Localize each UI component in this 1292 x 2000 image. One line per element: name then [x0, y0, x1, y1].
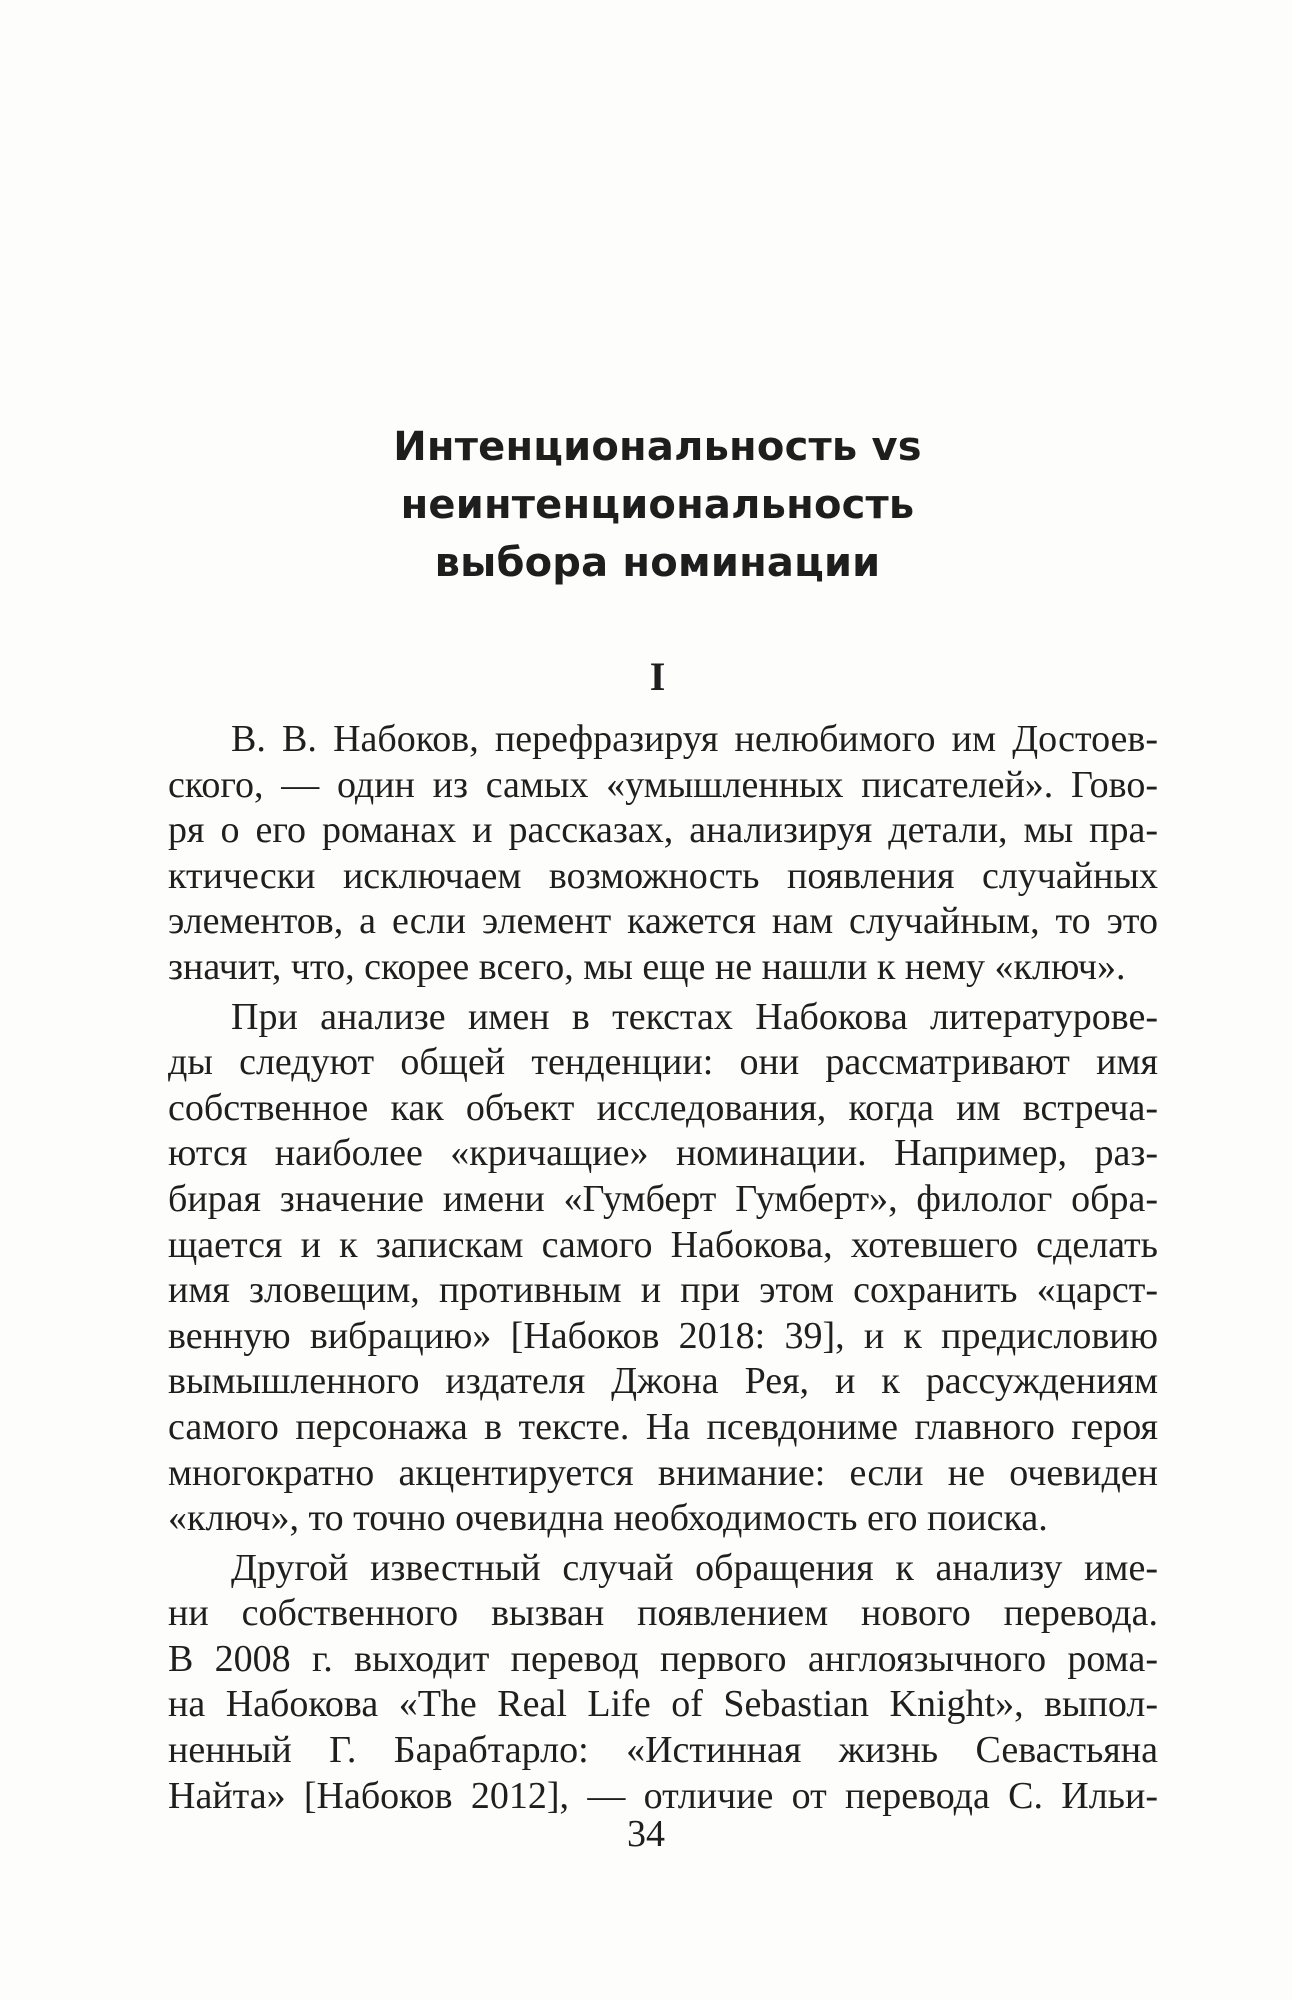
text-line: «ключ», то точно очевидна необходимость его поиска.: [168, 1497, 1048, 1540]
chapter-title: [170, 418, 1145, 592]
chapter-title-line: Интенциональность vs: [393, 424, 922, 470]
text-line: щается и к запискам самого Набокова, хотевшего сделать: [168, 1223, 1158, 1266]
paragraph-1: [168, 717, 1158, 991]
text-line: на Набокова «The Real Life of Sebastian Knight», выпол-: [168, 1683, 1158, 1726]
text-line: самого персонажа в тексте. На псевдониме главного героя: [168, 1405, 1158, 1448]
section-numeral: I: [649, 654, 666, 699]
paragraph-2: [168, 995, 1158, 1542]
text-line: бирая значение имени «Гумберт Гумберт», филолог обра-: [168, 1177, 1158, 1220]
text-line: ды следуют общей тенденции: они рассматривают имя: [168, 1041, 1158, 1084]
text-line: Другой известный случай обращения к анализу име-: [231, 1546, 1158, 1589]
text-line: венную вибрацию» [Набоков 2018: 39], и к предисловию: [168, 1314, 1158, 1357]
text-line: Найта» [Набоков 2012], — отличие от перевода С. Ильи-: [168, 1774, 1158, 1817]
text-line: При анализе имен в текстах Набокова литературове-: [231, 995, 1158, 1038]
text-line: вымышленного издателя Джона Рея, и к рассуждениям: [168, 1360, 1158, 1403]
text-line: ского, — один из самых «умышленных писателей». Гово-: [168, 763, 1158, 806]
text-line: собственное как объект исследования, когда им встреча-: [168, 1086, 1158, 1129]
chapter-title-line: выбора номинации: [434, 540, 881, 586]
text-line: ктически исключаем возможность появления случайных: [168, 854, 1158, 897]
text-line: ря о его романах и рассказах, анализируя детали, мы пра-: [168, 809, 1158, 852]
text-line: В. В. Набоков, перефразируя нелюбимого им Достоев-: [231, 718, 1158, 760]
text-line: ненный Г. Барабтарло: «Истинная жизнь Севастьяна: [168, 1729, 1158, 1772]
text-line: ни собственного вызван появлением нового перевода.: [168, 1592, 1158, 1635]
text-line: многократно акцентируется внимание: если не очевиден: [168, 1451, 1158, 1494]
text-line: ются наиболее «кричащие» номинации. Например, раз-: [168, 1132, 1158, 1175]
text-line: значит, что, скорее всего, мы еще не нашли к нему «ключ».: [168, 945, 1126, 988]
chapter-title-line: неинтенциональность: [400, 482, 915, 528]
text-line: В 2008 г. выходит перевод первого англоязычного рома-: [168, 1637, 1158, 1680]
text-line: элементов, а если элемент кажется нам случайным, то это: [168, 900, 1158, 943]
page-number: 34: [627, 1813, 665, 1855]
body-text: [168, 717, 1158, 1819]
paragraph-3: [168, 1546, 1158, 1820]
text-line: имя зловещим, противным и при этом сохранить «царст-: [168, 1269, 1158, 1312]
